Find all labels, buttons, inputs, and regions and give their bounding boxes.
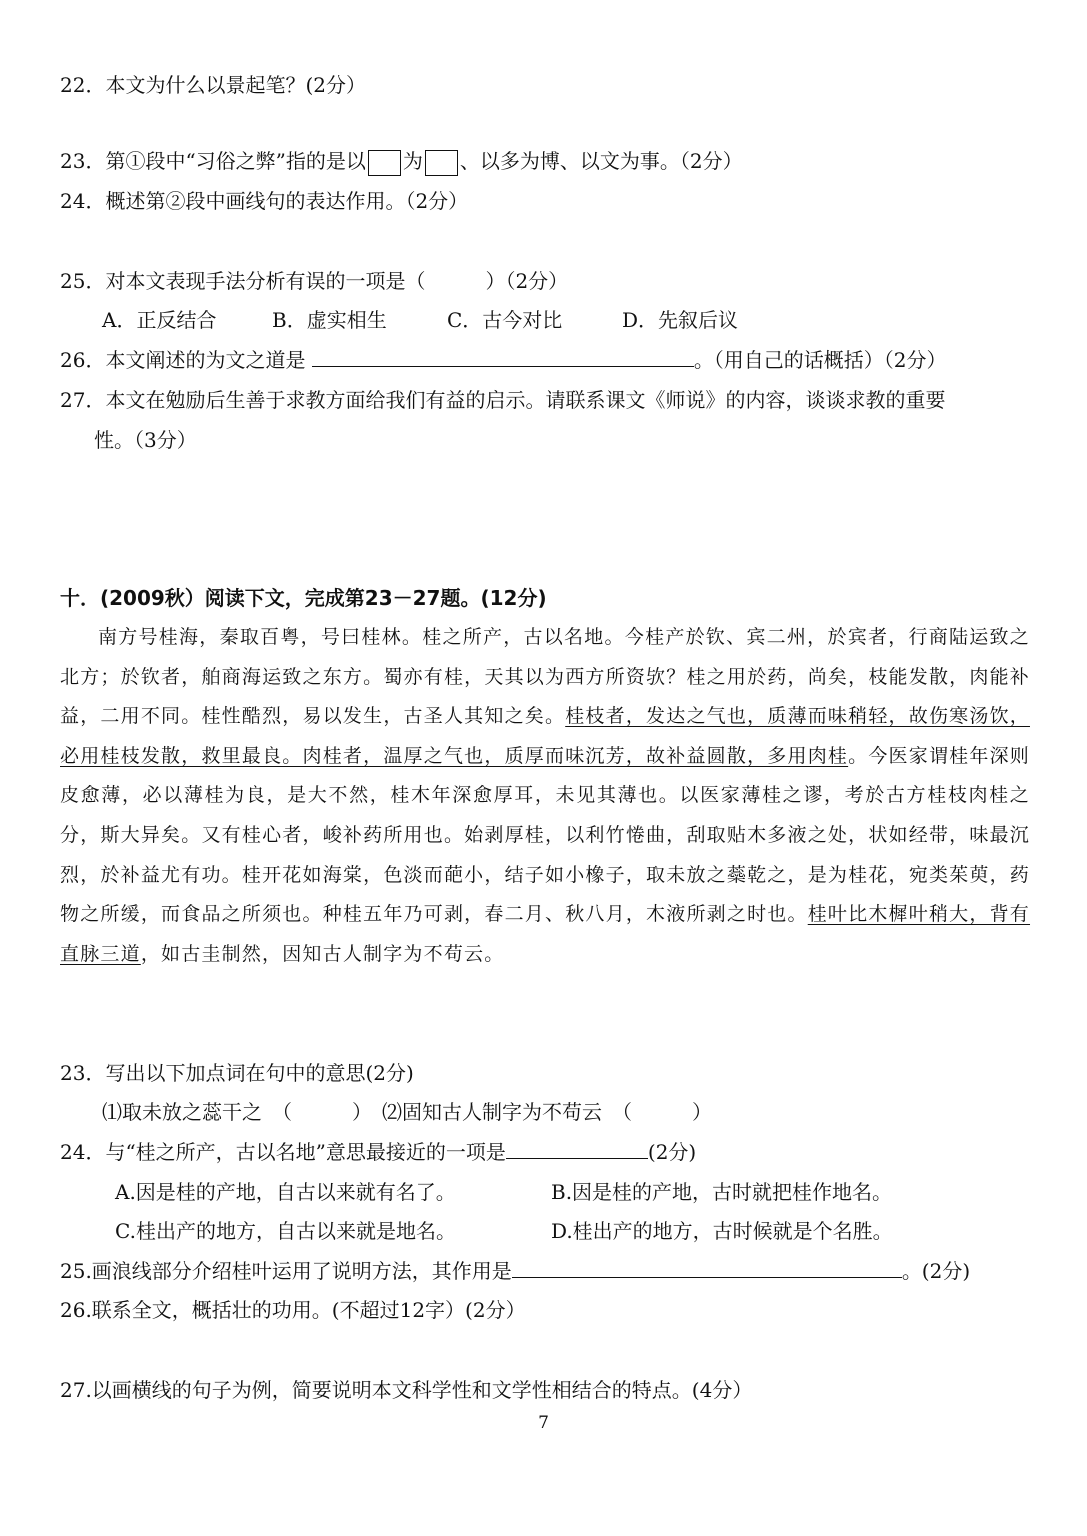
question-27-line-2: 性。（3分）	[94, 428, 197, 452]
page-number: 7	[538, 1413, 549, 1433]
question-b-24-options-row-1	[115, 1178, 1087, 1206]
answer-box-1[interactable]	[368, 150, 401, 176]
answer-box-2[interactable]	[425, 150, 458, 176]
question-23	[60, 147, 1035, 176]
question-b-23-items: ⑴取未放之蕊干之 （ ） ⑵固知古人制字为不苟云 （ ）	[102, 1100, 712, 1124]
option-d: D．先叙后议	[622, 308, 739, 332]
question-b-25	[60, 1257, 1035, 1285]
question-b-24	[60, 1138, 1035, 1166]
answer-blank-b-24[interactable]	[506, 1138, 648, 1159]
question-b-25-suffix: 。(2分)	[901, 1259, 971, 1283]
option-b-24-a: A.因是桂的产地，自古以来就有名了。	[115, 1180, 456, 1204]
question-24: 24．概述第②段中画线句的表达作用。（2分）	[60, 189, 469, 213]
question-23-prefix: 23．第①段中“习俗之弊”指的是以	[60, 149, 366, 173]
question-b-24-prefix: 24．与“桂之所产，古以名地”意思最接近的一项是	[60, 1140, 506, 1164]
option-c: C．古今对比	[447, 308, 563, 332]
question-26-suffix: 。（用自己的话概括）（2分）	[693, 348, 947, 372]
passage-underlined-2: 桂叶比木樨叶稍大，背有直脉三道	[60, 903, 1031, 965]
question-23-mid: 为	[402, 149, 423, 173]
question-25: 25．对本文表现手法分析有误的一项是（ ）（2分）	[60, 269, 569, 293]
question-b-25-prefix: 25.画浪线部分介绍桂叶运用了说明方法，其作用是	[60, 1259, 512, 1283]
passage-underlined-1: 桂枝者，发达之气也，质薄而味稍轻，故伤寒汤饮，必用桂枝发散，救里最良。肉桂者，温厚之气也，质厚而味沉芳，故补益圆散，多用肉桂	[60, 705, 1030, 767]
option-b-24-c: C.桂出产的地方，自古以来就是地名。	[115, 1219, 456, 1243]
question-26-prefix: 26．本文阐述的为文之道是	[60, 348, 306, 372]
question-b-24-suffix: (2分)	[647, 1140, 697, 1164]
reading-passage	[60, 618, 1030, 974]
answer-blank-b-25[interactable]	[512, 1257, 902, 1278]
question-26	[60, 346, 1035, 374]
option-a: A．正反结合	[102, 308, 217, 332]
passage-part-1: 南方号桂海，秦取百粤，号曰桂林。桂之所产，古以名地。今桂产於钦、宾二州，於宾者，行商陆运致之北方；於钦者，舶商海运致之东方。蜀亦有桂，天其以为西方所资欤？桂之用於药，尚矣，枝能发散，肉能补益，二用不同。桂性酷烈，易以发生，古圣人其知之矣。	[60, 626, 1030, 728]
option-b: B．虚实相生	[272, 308, 387, 332]
question-27-line-1: 27．本文在勉励后生善于求教方面给我们有益的启示。请联系课文《师说》的内容，谈谈求教的重要	[60, 388, 946, 412]
question-b-24-options-row-2	[115, 1217, 1087, 1245]
option-b-24-b: B.因是桂的产地，古时就把桂作地名。	[551, 1180, 893, 1204]
question-b-23: 23．写出以下加点词在句中的意思(2分)	[60, 1061, 414, 1085]
section-heading: 十．(2009秋）阅读下文，完成第23－27题。(12分)	[60, 586, 547, 610]
question-b-27: 27.以画横线的句子为例，简要说明本文科学性和文学性相结合的特点。(4分）	[60, 1378, 753, 1402]
option-b-24-d: D.桂出产的地方，古时候就是个名胜。	[551, 1219, 893, 1243]
question-b-26: 26.联系全文，概括壮的功用。(不超过12字）(2分）	[60, 1298, 526, 1322]
passage-part-2: 。今医家谓桂年深则皮愈薄，必以薄桂为良，是大不然，桂木年深愈厚耳，未见其薄也。以医家薄桂之谬，考於古方桂枝肉桂之分，斯大异矣。又有桂心者，峻补药所用也。始剥厚桂，以利竹惓曲，刮取贴木多液之处，状如经带，味最沉烈，於补益尤有功。桂开花如海棠，色淡而葩小，结子如小橡子，取未放之蘂乾之，是为桂花，宛类茱萸，药物之所缓，而食品之所须也。种桂五年乃可剥，春二月、秋八月，木液所剥之时也。	[60, 744, 1030, 926]
answer-blank-26[interactable]	[312, 346, 694, 367]
passage-part-3: ，如古圭制然，因知古人制字为不苟云。	[140, 942, 505, 965]
question-25-options	[102, 306, 1077, 334]
question-22: 22．本文为什么以景起笔？(2分）	[60, 73, 366, 97]
question-23-suffix: 、以多为博、以文为事。（2分）	[459, 149, 743, 173]
